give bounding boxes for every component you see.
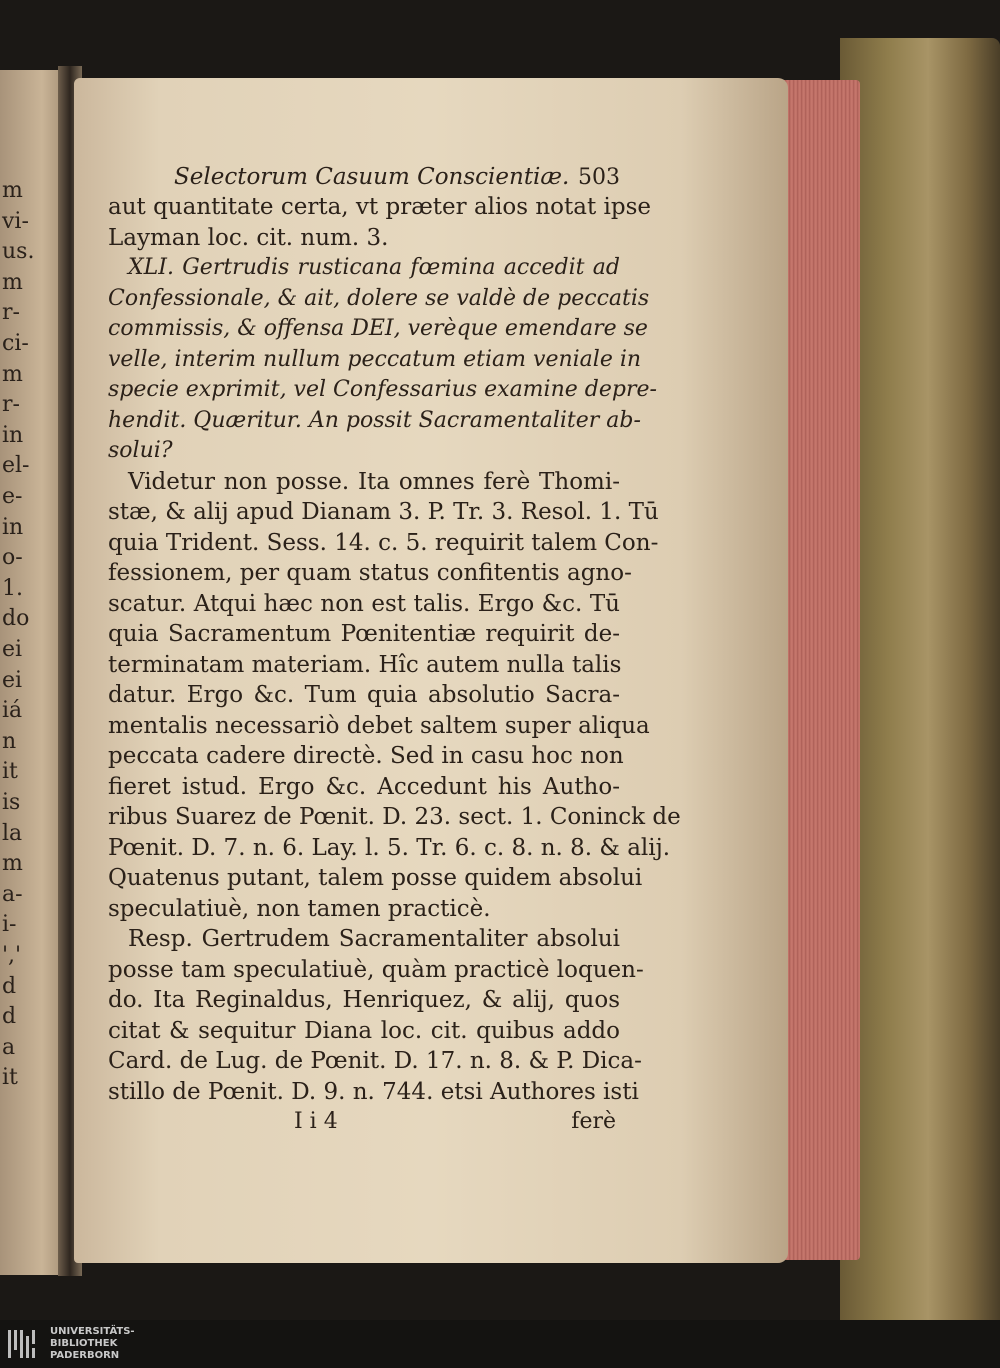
text-line: peccata cadere directè. Sed in casu hoc non [108, 743, 624, 769]
text-line: posse tam speculatiuè, quàm practicè loquen- [108, 956, 644, 983]
text-line: fessionem, per quam status confitentis agno- [108, 560, 632, 586]
left-page-text-fragment: la [2, 820, 23, 846]
text-line: hendit. Quæritur. An possit Sacramentaliter ab- [108, 407, 641, 433]
left-page-text-fragment: r- [2, 392, 20, 418]
text-line: Quatenus putant, talem posse quidem absolui [108, 865, 643, 891]
text-line: Pœnit. D. 7. n. 6. Lay. l. 5. Tr. 6. c. 8. n. 8. & alij. [108, 834, 671, 861]
library-logo-text: UNIVERSITÄTS- BIBLIOTHEK PADERBORN [50, 1326, 135, 1361]
left-page-text-fragment: in [2, 514, 24, 540]
signature-mark: I i 4 [294, 1109, 338, 1134]
left-page-text-fragment: ci- [2, 331, 29, 356]
library-logo-icon [6, 1326, 42, 1362]
running-header [108, 164, 620, 190]
left-page-text-fragment: m [2, 178, 23, 203]
left-page-text-fragment: r- [2, 300, 20, 326]
left-page-text-fragment: ',' [2, 943, 22, 968]
running-title: Selectorum Casuum Conscientiæ. [174, 164, 570, 190]
left-page-text-fragment: do [2, 606, 30, 632]
text-line: datur. Ergo &c. Tum quia absolutio Sacra- [108, 682, 620, 708]
text-line: aut quantitate certa, vt præter alios notat ipse [108, 194, 652, 220]
left-page-text-fragment: d [2, 1004, 17, 1030]
text-line: speculatiuè, non tamen practicè. [108, 895, 491, 922]
left-page-text-fragment: m [2, 361, 23, 387]
text-line: Confessionale, & ait, dolere se valdè de peccatis [108, 285, 650, 311]
text-line: quia Trident. Sess. 14. c. 5. requirit talem Con- [108, 529, 659, 556]
left-page-text-fragment: in [2, 422, 24, 448]
left-page-text-fragment: a- [2, 881, 23, 907]
left-page-text-fragment: 1. [2, 575, 23, 601]
left-page-text-fragment: i- [2, 912, 17, 938]
left-page-text-fragment: is [2, 790, 21, 815]
text-line: terminatam materiam. Hîc autem nulla talis [108, 651, 622, 678]
text-line: do. Ita Reginaldus, Henriquez, & alij, quos [108, 987, 620, 1013]
text-line: ribus Suarez de Pœnit. D. 23. sect. 1. Coninck de [108, 804, 681, 830]
text-line: Layman loc. cit. num. 3. [108, 224, 389, 251]
text-line: Card. de Lug. de Pœnit. D. 17. n. 8. & P. Dica- [108, 1048, 642, 1074]
left-page-text-fragment: it [2, 759, 18, 785]
left-page-text-fragment: iá [2, 698, 23, 724]
left-page-text-fragment: it [2, 1065, 18, 1091]
text-line: quia Sacramentum Pœnitentiæ requirit de- [108, 621, 620, 647]
book-cover-edge [840, 38, 1000, 1320]
text-line: fieret istud. Ergo &c. Accedunt his Autho- [108, 773, 620, 800]
text-line: solui? [108, 438, 173, 463]
text-line: XLI. Gertrudis rusticana fœmina accedit ad [128, 255, 620, 280]
text-line: citat & sequitur Diana loc. cit. quibus addo [108, 1017, 620, 1044]
left-page-text-fragment: a [2, 1034, 16, 1060]
left-page-text-fragment: e- [2, 484, 23, 509]
left-page-text-fragment: vi- [2, 208, 29, 234]
text-line: velle, interim nullum peccatum etiam veniale in [108, 346, 642, 372]
text-line: scatur. Atqui hæc non est talis. Ergo &c. Tū [108, 590, 620, 617]
text-line: stæ, & alij apud Dianam 3. P. Tr. 3. Resol. 1. Tū [108, 499, 659, 525]
left-page-text-fragment: el- [2, 453, 30, 479]
left-page-text-fragment: us. [2, 239, 35, 265]
left-page-text-fragment: ei [2, 637, 23, 662]
text-line: mentalis necessariò debet saltem super aliqua [108, 712, 650, 739]
text-line: specie exprimit, vel Confessarius examine depre- [108, 377, 657, 402]
catchword: ferè [571, 1109, 616, 1134]
left-page-text-fragment: m [2, 851, 23, 877]
page-text-block [108, 164, 681, 1134]
text-line: commissis, & offensa DEI, verèque emendare se [108, 316, 648, 341]
left-page-text-fragment: n [2, 728, 17, 754]
left-page-text-fragment: ei [2, 667, 23, 693]
text-line: Resp. Gertrudem Sacramentaliter absolui [128, 926, 620, 952]
page-footer [108, 1109, 620, 1134]
page-number: 503 [578, 165, 620, 190]
left-page-text-fragment: m [2, 269, 23, 295]
text-line: stillo de Pœnit. D. 9. n. 744. etsi Authores isti [108, 1078, 639, 1105]
body-lines [108, 192, 681, 1107]
left-page-text-fragment: o- [2, 545, 23, 571]
library-footer-bar [0, 1320, 1000, 1368]
left-page-text-fragment: d [2, 973, 17, 999]
text-line: Videtur non posse. Ita omnes ferè Thomi- [128, 468, 620, 495]
